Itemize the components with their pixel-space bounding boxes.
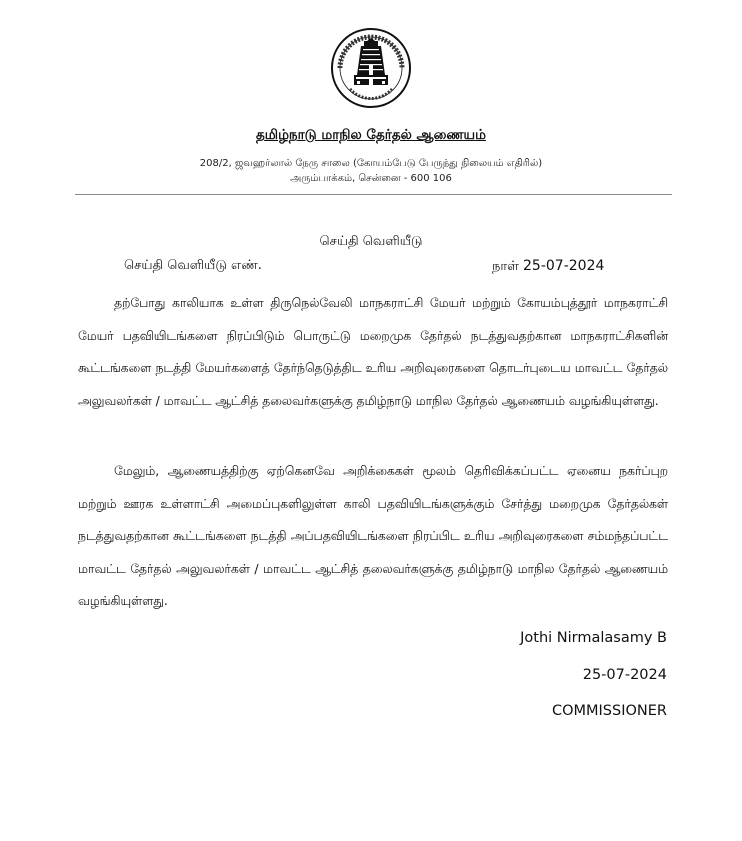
state-emblem-icon xyxy=(330,27,412,109)
address-line-1: 208/2, ஜவஹர்லால் நேரு சாலை (கோயம்பேடு பேருந்து நிலையம் எதிரில்) xyxy=(199,158,543,169)
signatory-title: COMMISSIONER xyxy=(551,703,667,719)
date-prefix: நாள் xyxy=(492,259,519,274)
document-heading: செய்தி வெளியீடு xyxy=(319,234,423,249)
document-date xyxy=(492,258,604,275)
paragraph-text: மேலும், ஆணையத்திற்கு ஏற்கெனவே அறிக்கைகள் மூலம் தெரிவிக்கப்பட்ட ஏனைய நகர்ப்புற மற்றும் ஊரக உள்ளாட்சி அமைப்புகளிலுள்ள காலி பதவியிடங்களுக்கும் சேர்த்து மறைமுக தேர்தல்கள் நடத்துவதற்கான கூட்டங்களை நடத்தி அப்பதவியிடங்களை நிரப்பிட உரிய அறிவுரைகளை சம்மந்தப்பட்ட மாவட்ட தேர்தல் அலுவலர்கள் / மாவட்ட ஆட்சித் தலைவர்களுக்கு தமிழ்நாடு மாநில தேர்தல் ஆணையம் வழங்கியுள்ளது. xyxy=(78,464,668,608)
organization-name: தமிழ்நாடு மாநில தேர்தல் ஆணையம் xyxy=(255,127,486,143)
reference-number-label: செய்தி வெளியீடு எண். xyxy=(124,258,262,273)
signature-date: 25-07-2024 xyxy=(582,667,667,683)
header-divider xyxy=(75,194,672,195)
paragraph-text: தற்போது காலியாக உள்ள திருநெல்வேலி மாநகராட்சி மேயர் மற்றும் கோயம்புத்தூர் மாநகராட்சி மேயர் பதவியிடங்களை நிரப்பிடும் பொருட்டு மறைமுக தேர்தல் நடத்துவதற்கான மாநகராட்சிகளின் கூட்டங்களை நடத்தி மேயர்களைத் தேர்ந்தெடுத்திட உரிய அறிவுரைகளை தொடர்புடைய மாவட்ட தேர்தல் அலுவலர்கள் / மாவட்ட ஆட்சித் தலைவர்களுக்கு தமிழ்நாடு மாநில தேர்தல் ஆணையம் வழங்கியுள்ளது. xyxy=(78,296,668,408)
body-paragraph-2 xyxy=(78,455,668,618)
organization-title xyxy=(0,127,742,145)
date-value: 25-07-2024 xyxy=(523,258,605,274)
body-paragraph-1 xyxy=(78,287,668,417)
address-line-2: அரும்பாக்கம், சென்னை - 600 106 xyxy=(290,173,452,184)
signatory-name: Jothi Nirmalasamy B xyxy=(520,630,667,646)
